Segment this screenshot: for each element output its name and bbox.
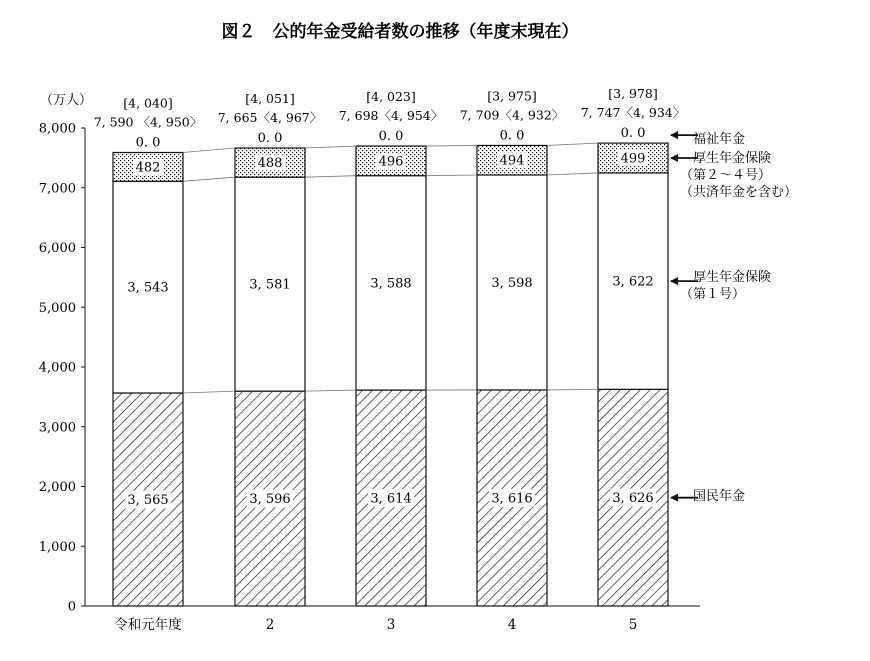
chart-title: 図２ 公的年金受給者数の推移（年度末現在）: [222, 21, 579, 42]
legend-label-kosei1: 厚生年金保険: [693, 269, 771, 285]
connector-line: [183, 391, 235, 393]
connector-line: [547, 173, 598, 175]
total-label: 7, 709〈4, 932〉: [460, 107, 565, 122]
connector-line: [547, 389, 598, 390]
data-label: 3, 588: [370, 276, 411, 291]
connector-line: [183, 177, 235, 181]
connector-line: [305, 176, 356, 177]
total-bracket-label: [3, 975]: [487, 88, 537, 103]
legend-label-kosei1: （第１号）: [680, 287, 745, 302]
data-label: 0. 0: [136, 135, 161, 150]
data-label: 0. 0: [621, 126, 646, 141]
y-tick-label: 6,000: [39, 241, 76, 256]
y-tick-label: 4,000: [39, 361, 76, 376]
y-tick-label: 5,000: [39, 301, 76, 316]
data-label: 3, 616: [491, 491, 532, 506]
x-tick-label: 5: [629, 617, 638, 633]
legend-label-kosei24: 厚生年金保険: [693, 150, 771, 166]
y-axis-unit: （万人）: [40, 93, 92, 108]
y-tick-label: 0: [68, 600, 76, 615]
y-tick-label: 3,000: [39, 420, 76, 435]
data-label: 3, 598: [491, 276, 532, 291]
total-bracket-label: [3, 978]: [608, 86, 658, 101]
data-label: 488: [258, 156, 283, 171]
data-label: 3, 543: [127, 281, 168, 296]
legend-label-kokumin: 国民年金: [693, 488, 745, 504]
data-label: 0. 0: [500, 128, 525, 143]
data-label: 3, 622: [612, 275, 653, 290]
total-bracket-label: [4, 023]: [366, 89, 416, 104]
legend-label-fukushi: 福祉年金: [693, 131, 745, 147]
data-label: 496: [379, 154, 404, 169]
y-tick-label: 1,000: [39, 540, 76, 555]
data-label: 494: [500, 154, 525, 169]
connector-line: [305, 390, 356, 391]
y-tick-label: 7,000: [39, 181, 76, 196]
data-label: 499: [621, 152, 646, 167]
total-bracket-label: [4, 051]: [245, 91, 295, 106]
connector-line: [183, 148, 235, 152]
x-tick-label: 3: [387, 617, 396, 633]
data-label: 3, 581: [249, 278, 290, 293]
y-tick-label: 8,000: [39, 122, 76, 137]
total-label: 7, 698〈4, 954〉: [339, 108, 444, 123]
x-tick-label: 令和元年度: [114, 616, 182, 633]
data-label: 0. 0: [258, 131, 283, 146]
data-label: 482: [136, 160, 161, 175]
x-tick-label: 4: [508, 617, 517, 633]
x-tick-label: 2: [266, 617, 275, 633]
data-label: 3, 626: [612, 491, 653, 506]
total-label: 7, 590 〈4, 950〉: [94, 114, 203, 129]
data-label: 3, 614: [370, 492, 411, 507]
total-label: 7, 665〈4, 967〉: [218, 110, 323, 125]
connector-line: [426, 145, 477, 146]
connector-line: [305, 146, 356, 148]
data-label: 3, 565: [127, 493, 168, 508]
data-label: 0. 0: [379, 129, 404, 144]
connector-line: [547, 143, 598, 145]
total-label: 7, 747〈4, 934〉: [581, 105, 686, 120]
legend-label-kosei24: （共済年金を含む）: [680, 184, 797, 200]
total-bracket-label: [4, 040]: [123, 95, 173, 110]
data-label: 3, 596: [249, 492, 290, 507]
y-tick-label: 2,000: [39, 480, 76, 495]
connector-line: [426, 175, 477, 176]
legend-label-kosei24: （第２～４号）: [680, 168, 771, 183]
